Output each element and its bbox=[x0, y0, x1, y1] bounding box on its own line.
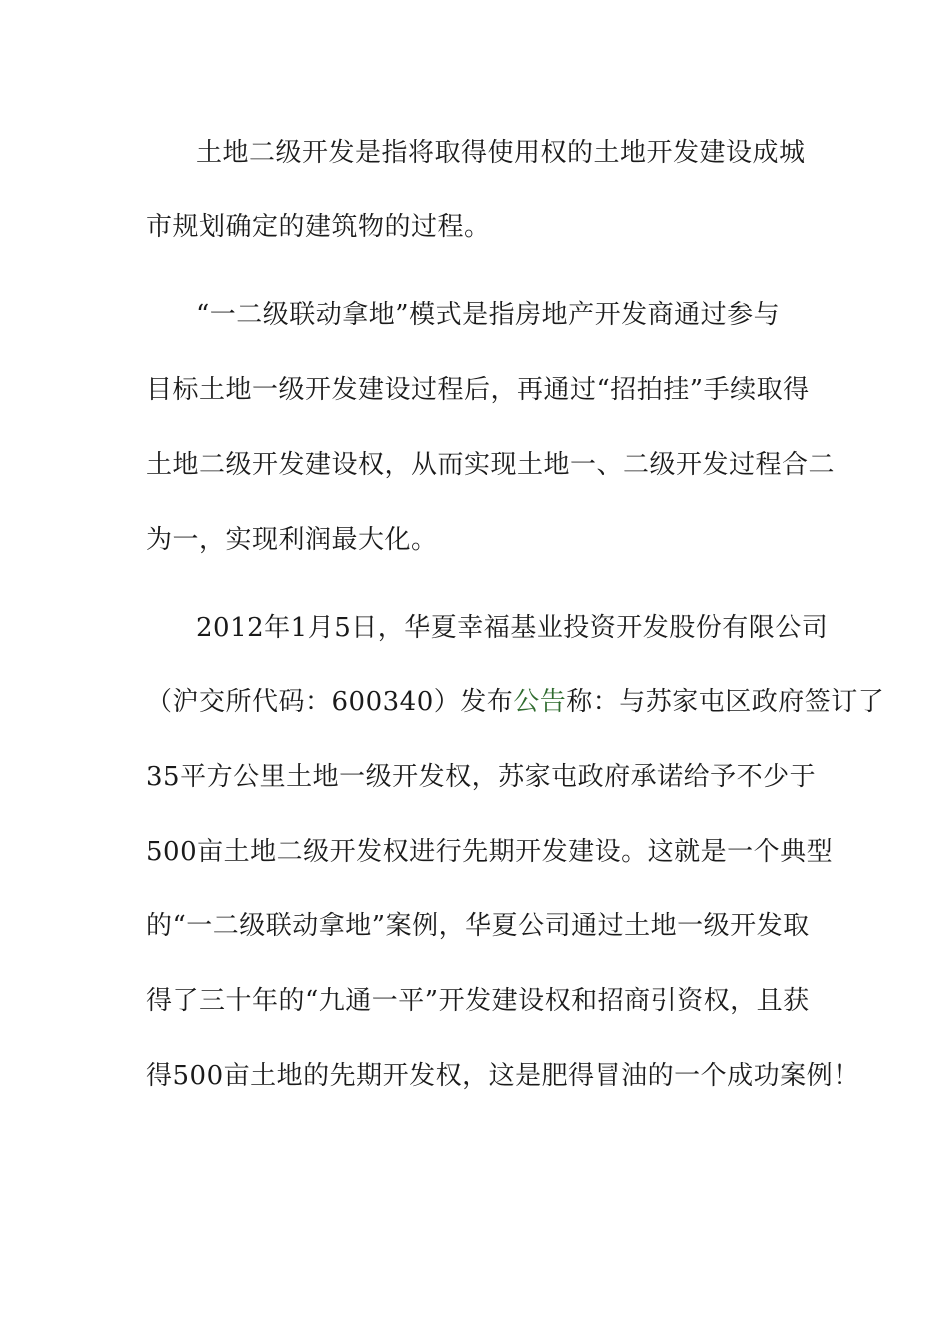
paragraph-2-line-4: 为一，实现利润最大化。 bbox=[146, 525, 438, 555]
paragraph-1-line-1: 土地二级开发是指将取得使用权的土地开发建设成城 bbox=[196, 138, 806, 168]
paragraph-1-line-2: 市规划确定的建筑物的过程。 bbox=[146, 212, 491, 242]
paragraph-2-line-3: 土地二级开发建设权，从而实现土地一、二级开发过程合二 bbox=[146, 450, 836, 480]
paragraph-2-line-2: 目标土地一级开发建设过程后，再通过“招拍挂”手续取得 bbox=[146, 375, 810, 405]
paragraph-3-line-2-after-link: 称：与苏家屯区政府签订了 bbox=[566, 687, 885, 717]
paragraph-3-line-1: 2012年1月5日，华夏幸福基业投资开发股份有限公司 bbox=[196, 613, 829, 643]
announcement-link[interactable]: 公告 bbox=[513, 687, 567, 717]
paragraph-3-line-2-before-link: （沪交所代码：600340）发布 bbox=[146, 687, 514, 717]
paragraph-3-line-5: 的“一二级联动拿地”案例，华夏公司通过土地一级开发取 bbox=[146, 911, 810, 941]
paragraph-3-line-3: 35平方公里土地一级开发权，苏家屯政府承诺给予不少于 bbox=[146, 762, 817, 792]
paragraph-3-line-2 bbox=[146, 682, 884, 722]
paragraph-2-line-1: “一二级联动拿地”模式是指房地产开发商通过参与 bbox=[196, 300, 781, 330]
paragraph-3-line-7: 得500亩土地的先期开发权，这是肥得冒油的一个成功案例！ bbox=[146, 1061, 860, 1091]
paragraph-3-line-6: 得了三十年的“九通一平”开发建设权和招商引资权，且获 bbox=[146, 986, 810, 1016]
paragraph-3-line-4: 500亩土地二级开发权进行先期开发建设。这就是一个典型 bbox=[146, 837, 834, 867]
